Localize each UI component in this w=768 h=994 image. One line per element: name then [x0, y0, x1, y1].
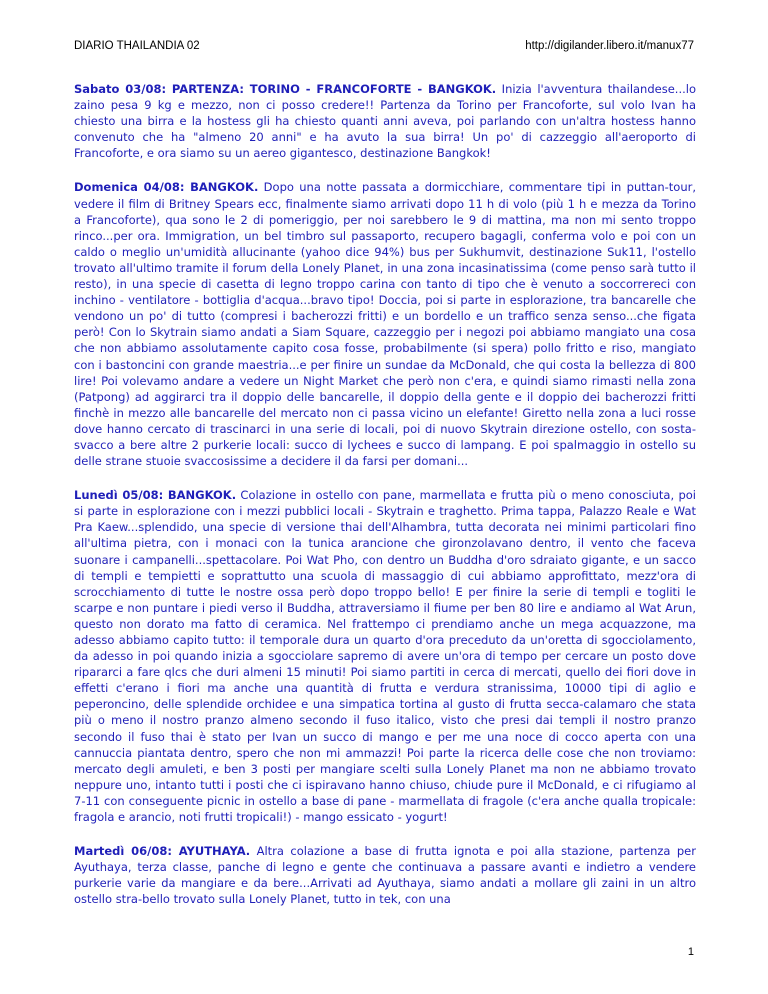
diary-entry-2 — [74, 179, 696, 469]
page-header — [74, 40, 694, 56]
entry-title: Martedì 06/08: AYUTHAYA. — [74, 844, 251, 859]
entry-title: Sabato 03/08: PARTENZA: TORINO - FRANCOFORTE - BANGKOK. — [74, 82, 497, 96]
entry-title: Lunedì 05/08: BANGKOK. — [74, 488, 237, 503]
diary-entry-4 — [74, 843, 696, 907]
entry-text: Colazione in ostello con pane, marmellata e frutta più o meno conosciuta, poi si parte in esplorazione con i mezzi pubblici locali - Skytrain e traghetto. Prima tappa, Palazzo Reale e Wat Pra Kaew...splendido, una specie di versione thai dell'Alhambra, tutta decorata nei minimi particolari fino all'ultima pietra, con i monaci con la tunica arancione che gironzolavano dentro, il vento che faceva suonare i campanelli...spettacolare. Poi Wat Pho, con dentro un Buddha d'oro sdraiato gigante, e un sacco di templi e tempietti e soprattutto una scuola di massaggio di cui abbiamo approfittato, mezz'ora di scrocchiamento di tutte le nostre ossa però dopo troppo bello! E per finire la serie di templi e togliti le scarpe e non puntare i piedi verso il Buddha, attraversiamo il fiume per ben 80 lire e andiamo al Wat Arun, questo non dorato ma fatto di ceramica. Nel frattempo ci prendiamo anche un mega acquazzone, ma adesso abbiamo capito tutto: il temporale dura un quarto d'ora preceduto da un'oretta di sgocciolamento, da adesso in poi quando inizia a sgocciolare sapremo di avere un'ora di tempo per cercare un posto dove ripararci a fare qlcs che duri almeni 15 minuti! Poi siamo partiti in cerca di mercati, quello dei fiori dove in effetti c'erano i fiori ma anche una quantità di frutta e verdura stranissima, 10000 tipi di aglio e peperoncino, delle splendide orchidee e una simpatica tortina al gusto di frutta secca-calamaro che stata più o meno il nostro pranzo almeno secondo il fuso italico, visto che presi dai templi il nostro pranzo secondo il fuso thai è stato per Ivan un succo di mango e per me una noce di cocco aperta con una cannuccia piantata dentro, spero che non mi ammazzi! Poi parte la ricerca delle cose che non troviamo: mercato degli amuleti, e ben 3 posti per mangiare scelti sulla Lonely Planet ma non ne abbiamo trovato neppure uno, intanto tutti i posti che ci ispiravano hanno chiuso, chiude pure il McDonald, e ci rifugiamo al 7-11 con conseguente picnic in ostello a base di pane - marmellata di fragole (c'era anche qualla tropicale: fragola e arancio, noti frutti tropicali!) - mango essicato - yogurt! — [74, 488, 696, 825]
entry-text: Inizia l'avventura thailandese...lo zaino pesa 9 kg e mezzo, non ci posso credere!! Partenza da Torino per Francoforte, sul volo Ivan ha chiesto una birra e la hostess gli ha chiesto quanti anni aveva, poi parlando con un'altra hostess hanno convenuto che ha "almeno 20 anni" e ha avuto la sua birra! Un po' di cazzeggio all'aeroporto di Francoforte, e ora siamo su un aereo gigantesco, destinazione Bangkok! — [74, 82, 696, 161]
diary-content — [74, 81, 696, 926]
page-number: 1 — [687, 946, 694, 958]
diary-entry-1 — [74, 81, 696, 161]
diary-entry-3 — [74, 487, 696, 825]
entry-text: Dopo una notte passata a dormicchiare, commentare tipi in puttan-tour, vedere il film di Britney Spears ecc, finalmente siamo arrivati dopo 11 h di volo (più 1 h e mezza da Torino a Francoforte), qua sono le 2 di pomeriggio, per noi sarebbero le 9 di mattina, ma non mi sento troppo rinco...per ora. Immigration, un bel timbro sul passaporto, recupero bagagli, conferma volo e poi con un caldo o meglio un'umidità allucinante (yahoo dice 94%) bus per Sukhumvit, destinazione Suk11, l'ostello trovato all'ultimo tramite il forum della Lonely Planet, in una zona incasinatissima (come penso sarà tutto il resto), in una specie di casetta di legno troppo carina con tanto di tipo che è venuto a soccorrereci con inchino - ventilatore - bottiglia d'acqua...bravo tipo! Doccia, poi si parte in esplorazione, tra bancarelle che vendono un po' di tutto (compresi i bacherozzi fritti) e un bordello e un traffico senza senso...che figata però! Con lo Skytrain siamo andati a Siam Square, cazzeggio per i negozi poi abbiamo mangiato una cosa che non abbiamo assolutamente capito cosa fosse, probabilmente (si spera) pollo fritto e riso, mangiato con i bastoncini con grande maestria...e per finire un sundae da McDonald, che qui costa la bellezza di 800 lire! Poi volevamo andare a vedere un Night Market che però non c'era, e quindi siamo rimasti nella zona (Patpong) ad aggirarci tra il doppio delle bancarelle, il doppio della gente e il doppio dei bacherozzi fritti finchè in mezzo alle bancarelle del mercato non ci passa vicino un elefante! Giretto nella zona a luci rosse dove hanno cercato di trascinarci in una serie di locali, poi di nuovo Skytrain direzione ostello, con sosta-svacco a bere altre 2 purkerie locali: succo di lychees e succo di lampang. E poi spalmaggio in ostello su delle strane stuoie svaccosissime a decidere il da farsi per domani... — [74, 180, 696, 469]
document-title: DIARIO THAILANDIA 02 — [74, 40, 200, 52]
entry-title: Domenica 04/08: BANGKOK. — [74, 180, 259, 195]
entry-text: Altra colazione a base di frutta ignota e poi alla stazione, partenza per Ayuthaya, terza classe, panche di legno e gente che continuava a passare avanti e indietro a vendere purkerie varie da mangiare e da bere...Arrivati ad Ayuthaya, siamo andati a mollare gli zaini in un altro ostello stra-bello trovato sulla Lonely Planet, tutto in tek, con una — [74, 844, 696, 907]
website-url: http://digilander.libero.it/manux77 — [525, 40, 694, 52]
